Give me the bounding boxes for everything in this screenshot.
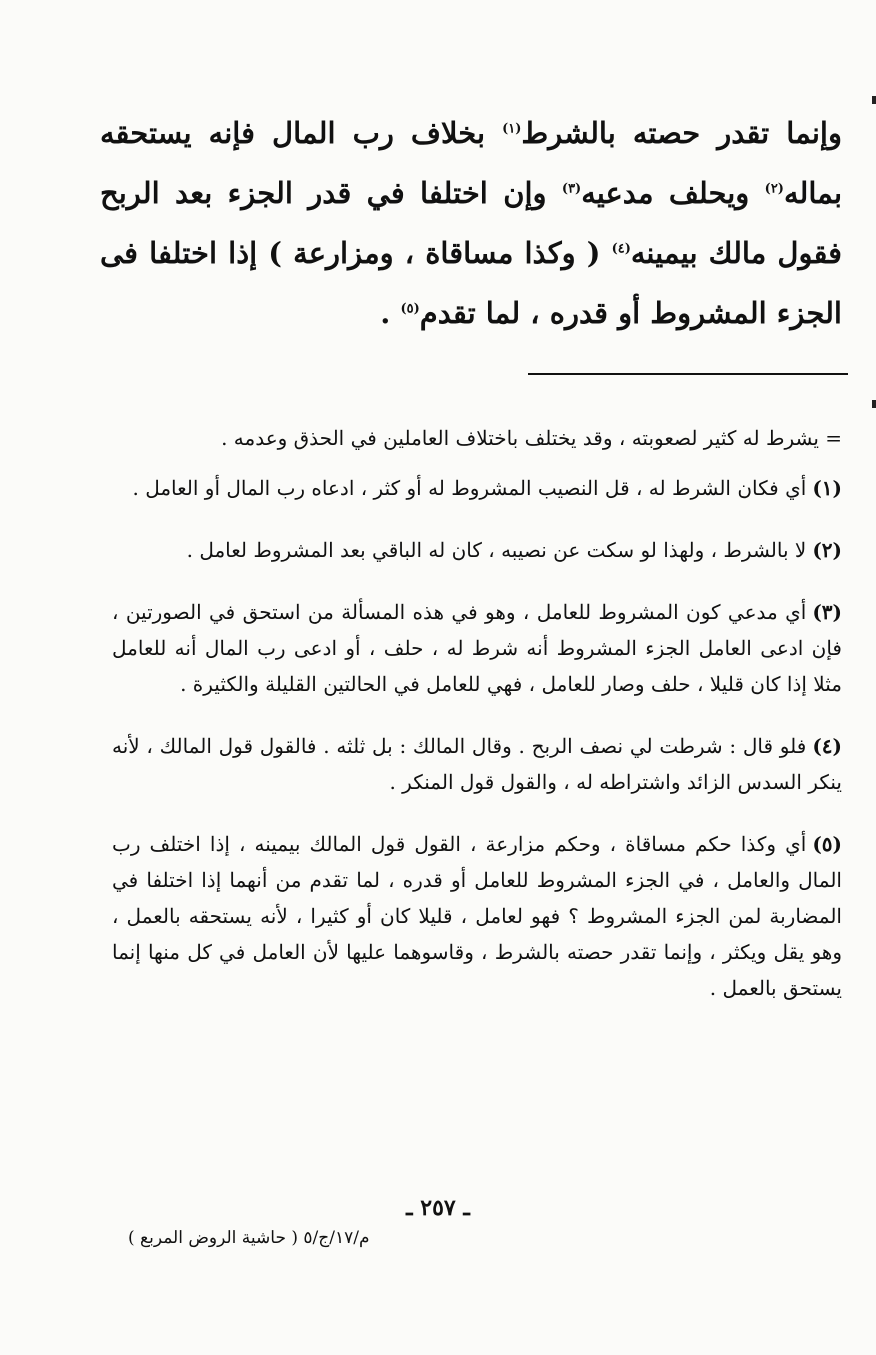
footnote-text: أي وكذا حكم مساقاة ، وحكم مزارعة ، القول قول المالك بيمينه ، إذا اختلف رب المال والعامل ، في الجزء المشروط للعامل أو قدره ، لما تقدم من أنهما إذا اختلفا في المضاربة لمن الجزء المشروط ؟ فهو لعامل ، قليلا كان أو كثيرا ، لأنه يستحقه بالعمل ، وهو يقل ويكثر ، وإنما تقدر حصته بالشرط ، وقاسوهما عليها لأن العامل في كل منها إنما يستحق بالعمل . <box>112 832 842 1000</box>
footnote-text: أي مدعي كون المشروط للعامل ، وهو في هذه المسألة من استحق في الصورتين ، فإن ادعى العامل الجزء المشروط أنه شرط له ، حلف ، أو ادعى رب المال أنه للعامل مثلا إذا كان قليلا ، حلف وصار للعامل ، فهي للعامل في الحالتين القليلة والكثيرة . <box>112 600 842 696</box>
footnote-number: (٢) <box>812 538 842 562</box>
footnote-number: (٥) <box>812 832 842 856</box>
page-number: ـ ٢٥٧ ـ <box>406 1195 470 1221</box>
footnote-2 <box>112 532 842 568</box>
edge-mark <box>872 400 876 408</box>
footnote-number: (٤) <box>812 734 842 758</box>
footnote-text: لا بالشرط ، ولهذا لو سكت عن نصيبه ، كان له الباقي بعد المشروط لعامل . <box>186 538 807 562</box>
printer-signature: م/١٧/ج/٥ ( حاشية الروض المربع ) <box>128 1228 370 1248</box>
footnote-3 <box>112 594 842 702</box>
main-text <box>100 103 842 343</box>
footnote-text: فلو قال : شرطت لي نصف الربح . وقال المالك : بل ثلثه . فالقول قول المالك ، لأنه ينكر السدس الزائد واشتراطه له ، والقول قول المنكر . <box>112 734 842 794</box>
footnote-number: (١) <box>812 476 842 500</box>
footnote-text: أي فكان الشرط له ، قل النصيب المشروط له أو كثر ، ادعاه رب المال أو العامل . <box>132 476 807 500</box>
footnotes <box>112 420 842 1032</box>
footnote-ref: (٣) <box>561 181 582 197</box>
footnote-5 <box>112 826 842 1006</box>
footnote-number: (٣) <box>812 600 842 624</box>
footnote-ref: (٥) <box>400 301 420 317</box>
footnote-separator <box>528 373 848 375</box>
footnote-ref: (٤) <box>611 241 631 257</box>
main-paragraph: وإنما تقدر حصته بالشرط$^{(١)}$ بخلاف رب المال فإنه يستحقه بماله$^{(٢)}$ ويحلف مدعيه$^{(٣)}$ وإن اختلفا في قدر الجزء بعد الربح فقول مالك بيمينه$^{(٤)}$ ( وكذا مساقاة ، ومزارعة ) إذا اختلفا فى الجزء المشروط أو قدره ، لما تقدم$^{(٥)}$ . <box>100 116 843 330</box>
edge-mark <box>872 96 876 104</box>
footnote-continuation: = يشرط له كثير لصعوبته ، وقد يختلف باختلاف العاملين في الحذق وعدمه . <box>221 426 842 450</box>
footnote-ref: (١) <box>502 121 522 137</box>
footnote-ref: (٢) <box>764 181 784 197</box>
footnote-4 <box>112 728 842 800</box>
footnote-1 <box>112 470 842 506</box>
